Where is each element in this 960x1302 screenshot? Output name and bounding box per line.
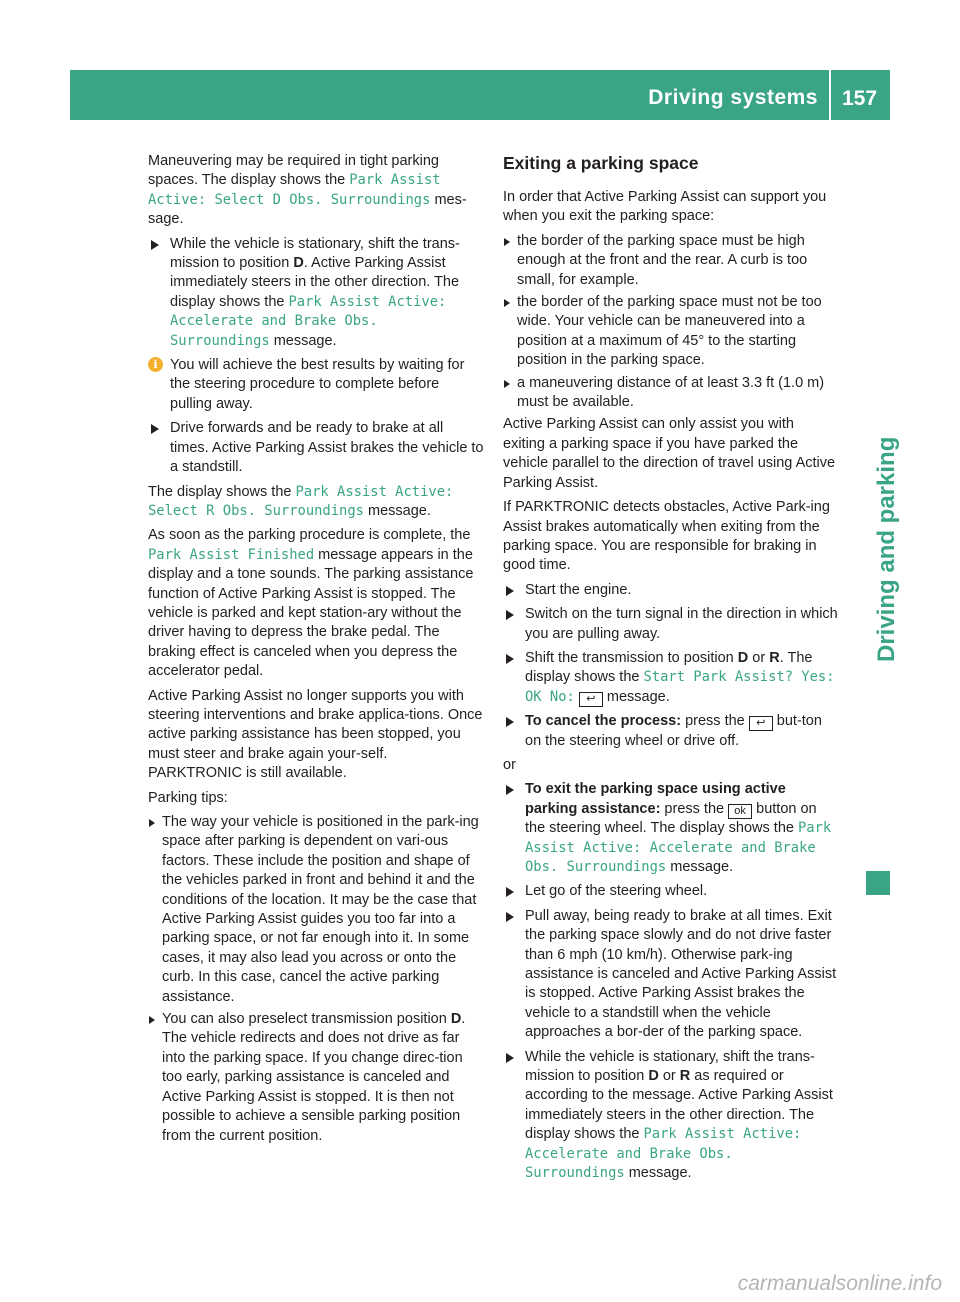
paragraph: If PARKTRONIC detects obstacles, Active Park-ing Assist brakes automatically when exiting from the parking space. You are responsible for braking in good time. (503, 499, 830, 574)
back-arrow-icon: ↩ (579, 692, 603, 707)
ok-button-icon: ok (728, 804, 752, 819)
watermark: carmanualsonline.info (737, 1272, 942, 1295)
paragraph: or (503, 756, 516, 773)
back-arrow-icon: ↩ (749, 716, 773, 731)
paragraph: The display shows the Park Assist Active: Select R Obs. Surroundings message. (148, 483, 454, 519)
instruction-step: To cancel the process: press the ↩ but-ton on the steering wheel or drive off. (503, 712, 839, 751)
header-divider (829, 70, 831, 120)
instruction-step: To exit the parking space using active parking assistance: press the ok button on the steering wheel. The display shows the Park Assist Active: Accelerate and Brake Obs. Surroundings message. (503, 780, 839, 877)
paragraph: Maneuvering may be required in tight parking spaces. The display shows the Park Assist Active: Select D Obs. Surroundings mes-sage. (148, 153, 467, 228)
paragraph: As soon as the parking procedure is complete, the Park Assist Finished message appears in the display and a tone sounds. The parking assistance function of Active Parking Assist is stopped. The vehicle is parked and kept station-ary without the driver having to depress the brake pedal. The braking effect is canceled when you depress the accelerator pedal. (148, 527, 474, 680)
bullet-item: a maneuvering distance of at least 3.3 ft (1.0 m) must be available. (503, 374, 839, 413)
instruction-step: While the vehicle is stationary, shift the trans-mission to position D. Active Parking Assist immediately steers in the other direction. The display shows the Park Assist Active: Accelerate and Brake Obs. Surroundings message. (148, 235, 484, 351)
side-tab-label: Driving and parking (873, 436, 900, 662)
paragraph: In order that Active Parking Assist can support you when you exit the parking space: (503, 189, 827, 225)
section-heading: Exiting a parking space (503, 153, 699, 173)
instruction-step: Shift the transmission to position D or R. The display shows the Start Park Assist? Yes: OK No: ↩ message. (503, 649, 839, 707)
instruction-step: Let go of the steering wheel. (503, 882, 839, 901)
info-note: i You will achieve the best results by waiting for the steering procedure to complete before pulling away. (148, 356, 484, 414)
paragraph: Parking tips: (148, 789, 228, 806)
bullet-item: You can also preselect transmission position D. The vehicle redirects and does not drive as far into the parking space. If you change direc-tion too early, parking assistance is canceled and Active Parking Assist is stopped. It is then not possible to achieve a sensible parking position from the current position. (148, 1010, 484, 1146)
info-icon: i (148, 357, 163, 372)
paragraph: Active Parking Assist no longer supports you with steering interventions and brake applica-tions. Once active parking assistance has been stopped, you must steer and brake again your-self. PARKTRONIC is still available. (148, 687, 483, 782)
instruction-step: While the vehicle is stationary, shift the trans-mission to position D or R as required or according to the message. Active Parking Assist immediately steers in the other direction. The display shows the Park Assist Active: Accelerate and Brake Obs. Surroundings message. (503, 1048, 839, 1184)
bullet-item: the border of the parking space must be high enough at the front and the rear. A curb is too small, for example. (503, 232, 839, 290)
side-tab-marker (866, 871, 890, 895)
side-tab (865, 392, 905, 662)
right-column (503, 152, 839, 1189)
bullet-item: The way your vehicle is positioned in the park-ing space after parking is dependent on vari-ous factors. These include the position and shape of the vehicles parked in front and behind it and the conditions of the location. It may be the case that Active Parking Assist guides you too far into a parking space, or not far enough into it. In some cases, it may also lead you across or onto the curb. In this case, cancel the active parking assistance. (148, 813, 484, 1007)
instruction-step: Switch on the turn signal in the direction in which you are pulling away. (503, 605, 839, 644)
section-title: Driving systems (648, 86, 818, 109)
instruction-step: Start the engine. (503, 581, 839, 600)
left-column (148, 152, 484, 1149)
bullet-item: the border of the parking space must not be too wide. Your vehicle can be maneuvered into a position at a maximum of 45° to the starting position in the parking space. (503, 293, 839, 371)
instruction-step: Drive forwards and be ready to brake at all times. Active Parking Assist brakes the vehicle to a standstill. (148, 419, 484, 477)
instruction-step: Pull away, being ready to brake at all times. Exit the parking space slowly and do not drive faster than 6 mph (10 km/h). Otherwise park-ing assistance is canceled and Active Parking Assist is stopped. Active Parking Assist brakes the vehicle to a standstill when the vehicle approaches a bor-der of the parking space. (503, 907, 839, 1043)
page-number: 157 (842, 87, 878, 110)
paragraph: Active Parking Assist can only assist you with exiting a parking space if you have parked the vehicle parallel to the direction of travel using Active Parking Assist. (503, 416, 836, 491)
